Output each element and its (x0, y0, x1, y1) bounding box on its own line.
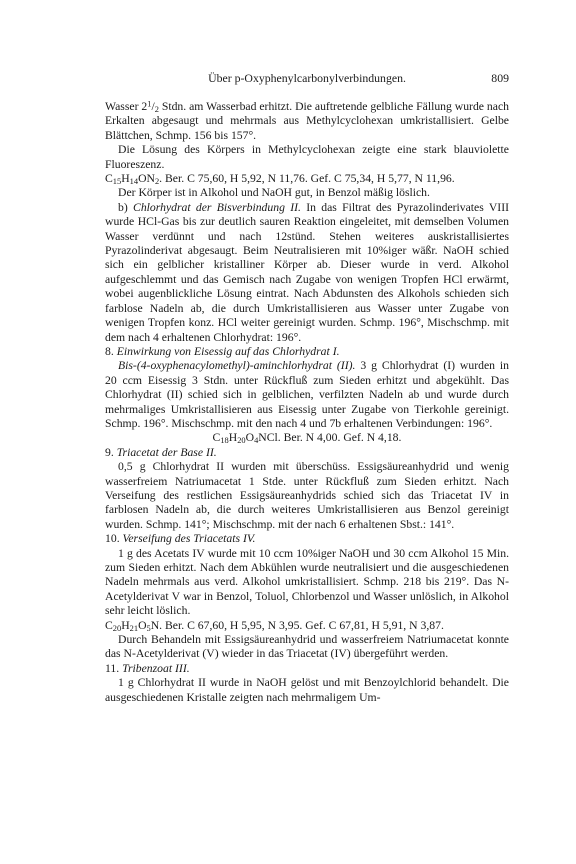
italic-text: Einwirkung von Eisessig auf das Chlorhydrat I. (116, 344, 340, 358)
section-heading (105, 532, 509, 546)
text-run: N. Ber. C 67,60, H 5,95, N 3,95. Gef. C 67,81, H 5,91, N 3,87. (150, 618, 444, 632)
text-run: Wasser 2 (105, 100, 148, 113)
section-heading (105, 345, 509, 359)
subscript: 2 (154, 175, 160, 186)
subscript: 14 (129, 175, 139, 186)
paragraph (105, 201, 509, 345)
formula-line (105, 431, 509, 445)
text-run: H (228, 431, 238, 445)
subscript: 2 (154, 103, 159, 114)
italic-text: Verseifung des Triacetats IV. (122, 532, 256, 546)
text-run: 1 g Chlorhydrat II wurde in NaOH gelöst und mit Benzoylchlorid behandelt. Die ausgeschiedenen Kristalle zeigten nach mehrmaligem Um- (105, 676, 509, 704)
body-text (105, 100, 509, 705)
formula-line (105, 619, 509, 633)
text-run: H (121, 172, 130, 186)
superscript: 1 (147, 98, 152, 109)
text-run: In das Filtrat des Pyrazolinderivates VIII wurde HCl-Gas bis zur deutlich sauren Reaktion eingeleitet, mit demselben Volumen Wasser verdünnt und nach 12stünd. Stehen weiteres auskristallisiertes Pyrazolinderivat abgesaugt. Beim Neutralisieren mit 10%iger wäßr. NaOH schied sich ein gelblicher kristalliner Körper ab. Dieser wurde in verd. Alkohol aufgeschlemmt und das Gemisch nach Zugabe von wenigen Tropfen HCl erwärmt, wobei augenblickliche Lösung eintrat. Nach Abdunsten des Alkohols schieden sich farblose Nadeln ab, die durch Umkristallisieren aus Wasser unter Zugabe von wenigen Tropfen konz. HCl weiter gereinigt wurden. Schmp. 196°, Mischschmp. mit dem nach 4 erhaltenen Chlorhydrat: 196°. (105, 200, 509, 344)
text-run: b) (118, 200, 134, 214)
formula-line (105, 172, 509, 186)
text-run: 0,5 g Chlorhydrat II wurden mit überschüss. Essigsäureanhydrid und wenig wasserfreiem Natriumacetat 1 Stde. unter Rückfluß zum Sieden erhitzt. Nach Verseifung des restlichen Essigsäureanhydrids schied sich das Triacetat IV in farblosen Nadeln ab, die durch weiteres Umkristallisieren aus Benzol gereinigt wurden. Schmp. 141°; Mischschmp. mit der nach 6 erhaltenen Sbst.: 141°. (105, 460, 509, 531)
paragraph (105, 633, 509, 662)
italic-text: Tribenzoat III. (122, 661, 190, 675)
text-run: Die Lösung des Körpers in Methylcyclohexan zeigte eine stark blauviolette Fluoreszenz. (105, 143, 509, 171)
subscript: 15 (112, 175, 122, 186)
paragraph (105, 547, 509, 619)
paragraph (105, 359, 509, 431)
paragraph (105, 676, 509, 705)
text-run: / (151, 100, 155, 113)
running-header (105, 71, 509, 87)
subscript: 5 (146, 622, 151, 633)
text-run: 9. (105, 445, 117, 459)
text-run: O (138, 618, 147, 632)
text-run: C (105, 172, 113, 186)
paragraph (105, 460, 509, 532)
text-run: H (121, 618, 130, 632)
text-run: 10. (105, 532, 123, 546)
text-run: 8. (105, 344, 117, 358)
text-run: ON (138, 172, 155, 186)
text-run: NCl. Ber. N 4,00. Gef. N 4,18. (258, 431, 402, 445)
paragraph (105, 143, 509, 172)
running-title: Über p-Oxyphenylcarbonylverbindungen. (208, 71, 406, 85)
text-run: C (212, 431, 221, 445)
section-heading (105, 446, 509, 460)
subscript: 20 (237, 435, 246, 446)
text-run: 11. (105, 661, 123, 675)
subscript: 4 (254, 435, 259, 446)
text-run: 3 g Chlorhydrat (I) wurden in 20 ccm Eisessig 3 Stdn. unter Rückfluß zum Sieden erhitzt und abgekühlt. Das Chlorhydrat (II) schied sich in gelblichen, verfilzten Nadeln ab und wurde durch mehrmaliges Umkristallisieren aus Eisessig unter Zugabe von Tierkohle gereinigt. Schmp. 196°. Mischschmp. mit den nach 4 und 7b erhaltenen Verbindungen: 196°. (105, 359, 509, 430)
paragraph (105, 186, 509, 200)
text-run: 1 g des Acetats IV wurde mit 10 ccm 10%iger NaOH und 30 ccm Alkohol 15 Min. zum Sieden erhitzt. Nach dem Abkühlen wurde neutralisiert und die ausgeschiedenen Nadeln mehrmals aus verd. Alkohol umkristallisiert. Schmp. 218 bis 219°. Das N-Acetylderivat V war in Benzol, Toluol, Chlorbenzol und Wasser unlöslich, in Alkohol sehr leicht löslich. (105, 546, 509, 618)
text-run: Der Körper ist in Alkohol und NaOH gut, in Benzol mäßig löslich. (118, 186, 430, 200)
subscript: 21 (129, 622, 139, 633)
text-run: Stdn. am Wasserbad erhitzt. Die auftretende gelbliche Fällung wurde nach Erkalten abgesaugt und mehrmals aus Methylcyclohexan umkristallisiert. Gelbe Blättchen, Schmp. 156 bis 157°. (105, 100, 509, 142)
text-run: C (105, 618, 113, 632)
subscript: 20 (112, 622, 122, 633)
italic-text: Triacetat der Base II. (116, 445, 217, 459)
page-number: 809 (491, 71, 509, 85)
text-run: . Ber. C 75,60, H 5,92, N 11,76. Gef. C 75,34, H 5,77, N 11,96. (159, 172, 455, 186)
italic-text: Chlorhydrat der Bisverbindung II. (133, 200, 301, 214)
italic-text: Bis-(4-oxyphenacylomethyl)-aminchlorhydrat (II). (118, 359, 356, 373)
text-run: Durch Behandeln mit Essigsäureanhydrid und wasserfreiem Natriumacetat konnte das N-Acetylderivat (V) wieder in das Triacetat (IV) übergeführt werden. (105, 633, 509, 661)
text-run: O (245, 431, 255, 445)
paragraph (105, 100, 509, 143)
section-heading (105, 662, 509, 676)
subscript: 18 (220, 435, 229, 446)
